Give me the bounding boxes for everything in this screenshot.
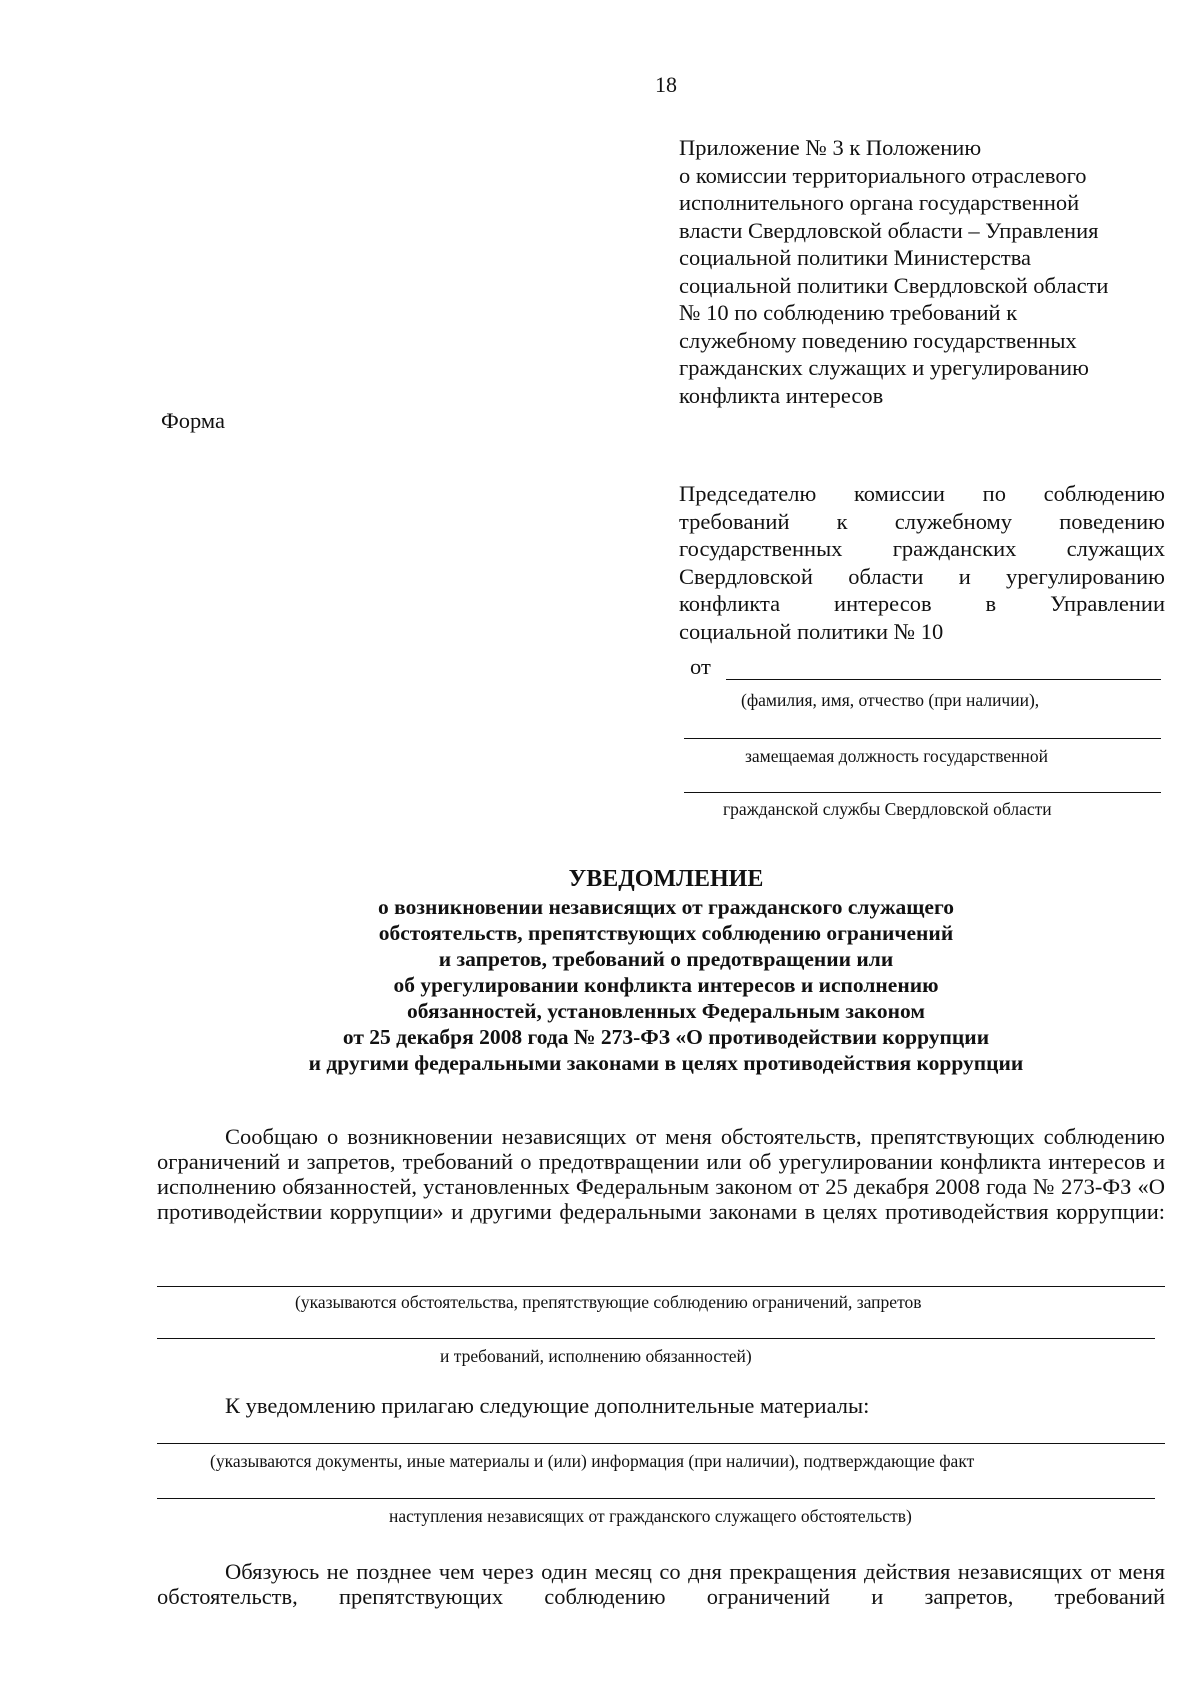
position-field[interactable] [684,712,1161,739]
body-paragraph-2: К уведомлению прилагаю следующие дополнительные материалы: [225,1393,870,1418]
addressee-block [679,480,1165,645]
notice-subtitle-line: от 25 декабря 2008 года № 273-ФЗ «О противодействии коррупции [342,1025,990,1049]
circumstances-field-2[interactable] [157,1314,1155,1339]
appendix-header [679,134,1199,409]
circumstances-caption-2: и требований, исполнению обязанностей) [440,1346,752,1366]
circumstances-field[interactable] [157,1262,1165,1287]
appendix-line: исполнительного органа государственной [679,190,1080,215]
body-paragraph-3: Обязуюсь не позднее чем через один месяц со дня прекращения действия независящих от меня обстоятельств, препятствующих соблюдению ограничений и запретов, требований [157,1559,1165,1609]
appendix-line: о комиссии территориального отраслевого [679,162,1087,188]
notice-title-block [0,864,1200,1076]
notice-subtitle-line: обстоятельств, препятствующих соблюдению ограничений [378,921,954,945]
appendix-line: власти Свердловской области – Управления [679,217,1099,243]
materials-field[interactable] [157,1413,1165,1444]
addressee-line: Свердловской области и урегулированию [679,563,1165,589]
notice-title: УВЕДОМЛЕНИЕ [568,866,764,892]
appendix-line: № 10 по соблюдению требований к [679,300,1018,325]
materials-field-2[interactable] [157,1472,1155,1499]
appendix-line: служебному поведению государственных [679,327,1077,353]
notice-subtitle-line: обязанностей, установленных Федеральным законом [406,999,925,1023]
form-label: Форма [161,408,226,433]
appendix-line: социальной политики Свердловской области [679,272,1109,298]
name-caption: (фамилия, имя, отчество (при наличии), [741,690,1040,710]
addressee-line: социальной политики № 10 [679,618,944,644]
addressee-line: Председателю комиссии по соблюдению [679,481,1165,506]
appendix-line: социальной политики Министерства [679,245,1032,270]
notice-subtitle-line: об урегулировании конфликта интересов и исполнению [393,973,939,997]
page-number: 18 [655,72,677,97]
materials-caption: (указываются документы, иные материалы и (или) информация (при наличии), подтверждающие факт [210,1451,975,1471]
materials-caption-2: наступления независящих от гражданского служащего обстоятельств) [389,1506,912,1526]
addressee-line: требований к служебному поведению [679,508,1165,534]
addressee-line: конфликта интересов в Управлении [679,591,1165,616]
appendix-line: конфликта интересов [679,382,884,408]
notice-subtitle-line: и запретов, требований о предотвращении или [438,947,894,971]
position-caption: замещаемая должность государственной [745,746,1048,766]
appendix-line: Приложение № 3 к Положению [679,135,982,160]
service-field[interactable] [684,766,1161,793]
addressee-line: государственных гражданских служащих [679,536,1165,561]
from-name-field[interactable] [726,653,1161,680]
circumstances-caption: (указываются обстоятельства, препятствующие соблюдению ограничений, запретов [295,1292,922,1312]
notice-subtitle-line: и другими федеральными законами в целях противодействия коррупции [308,1051,1024,1075]
from-label: от [690,654,711,679]
appendix-line: гражданских служащих и урегулированию [679,355,1089,380]
notice-subtitle-line: о возникновении независящих от гражданского служащего [378,895,954,919]
body-paragraph-1: Сообщаю о возникновении независящих от меня обстоятельств, препятствующих соблюдению ограничений и запретов, требований о предотвращении или об урегулировании конфликта интересов и исполнению обязанностей, установленных Федеральным законом от 25 декабря 2008 года № 273-ФЗ «О противодействии коррупции» и другими федеральными законами в целях противодействия коррупции: [157,1124,1165,1224]
service-caption: гражданской службы Свердловской области [723,799,1052,819]
